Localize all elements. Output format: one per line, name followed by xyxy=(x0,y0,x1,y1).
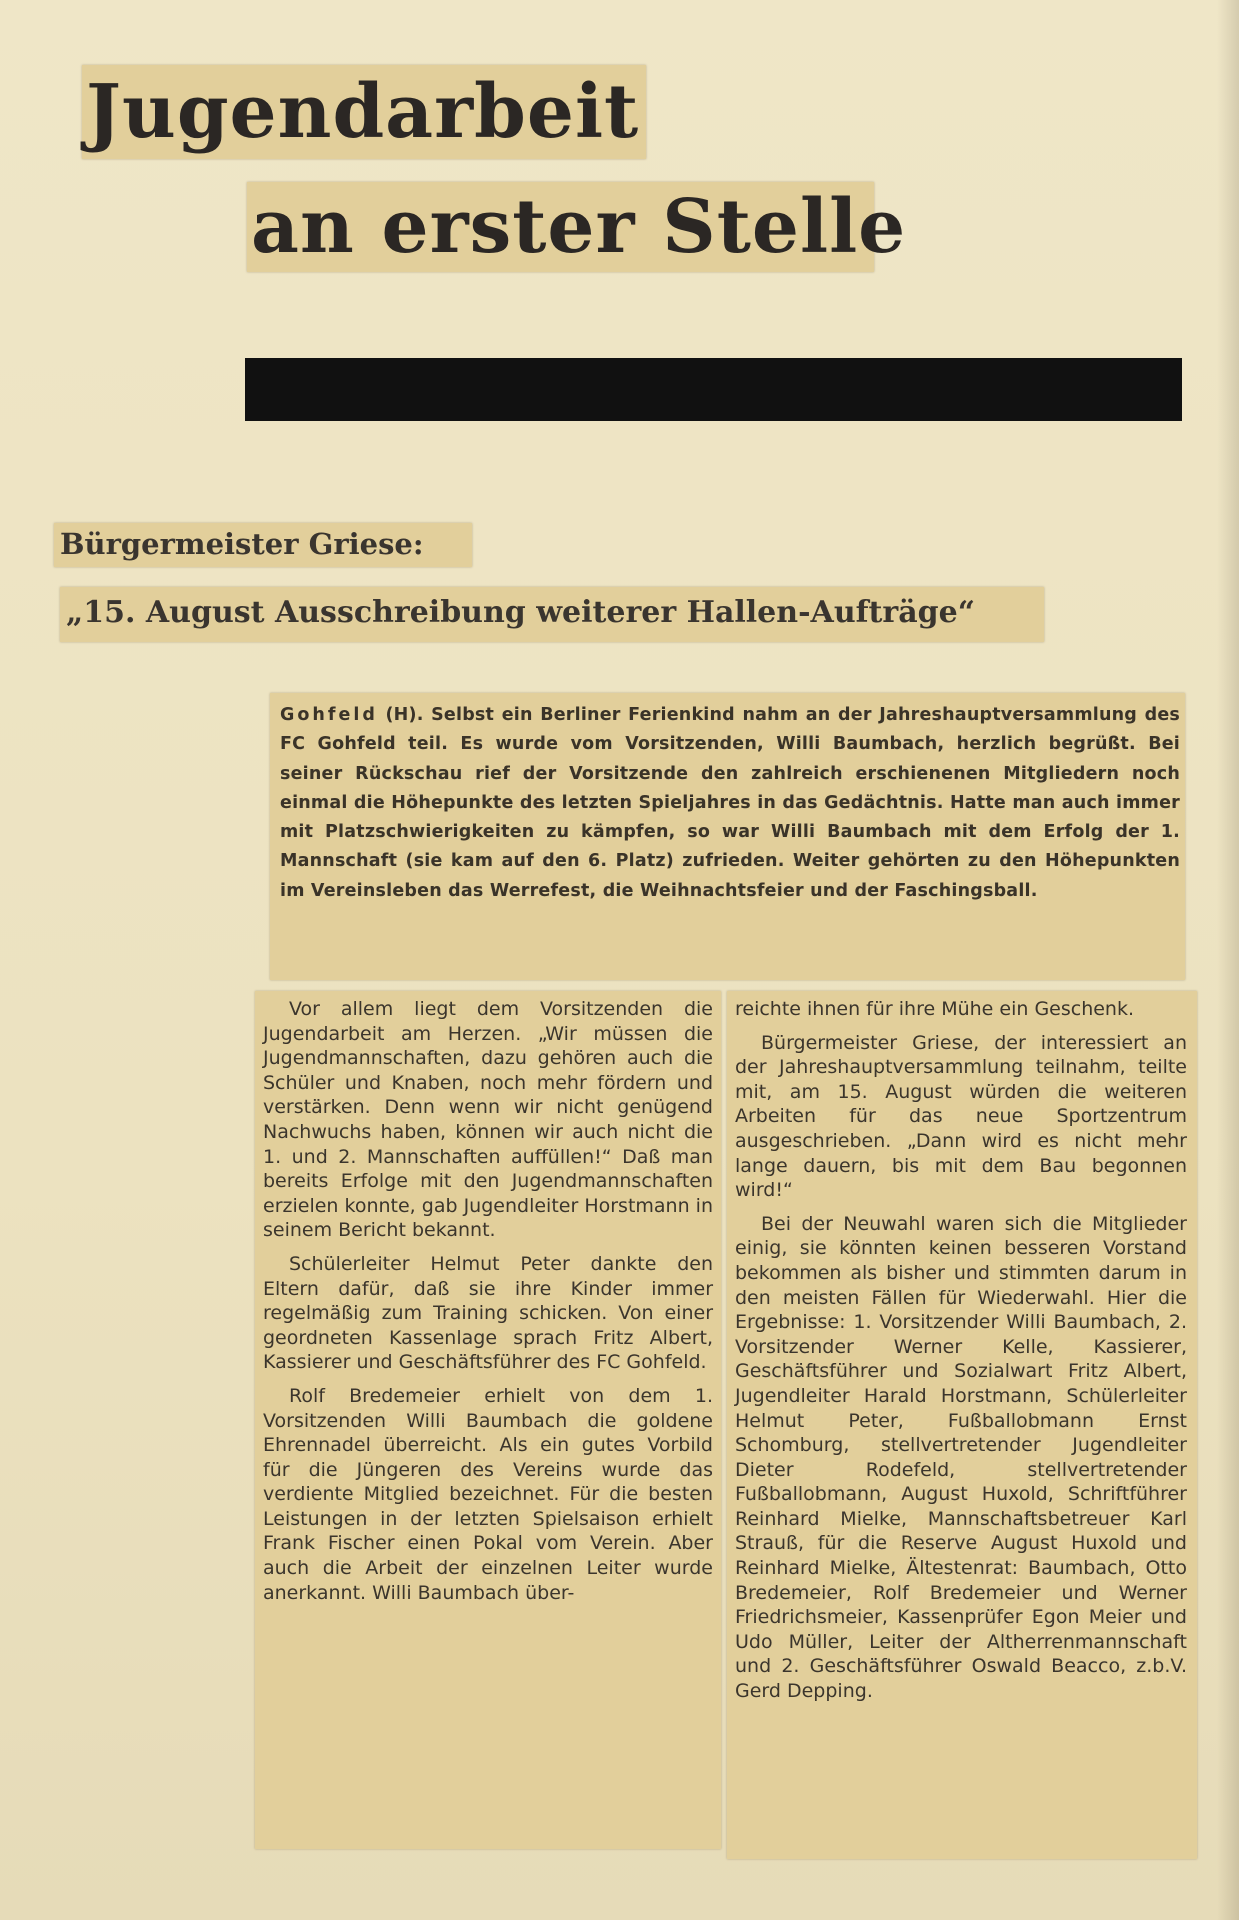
dateline-place: Gohfeld xyxy=(280,705,378,725)
right-column xyxy=(735,997,1187,1704)
left-paragraph-1: Vor allem liegt dem Vorsitzenden die Jugendarbeit am Herzen. „Wir müssen die Jugendmannschaften, dazu gehören auch die Schüler und Knaben, noch mehr fördern und verstärken. Denn wenn wir nicht genügend Nachwuchs haben, können wir auch nicht die 1. und 2. Mannschaften auffüllen!“ Daß man bereits Erfolge mit den Jugendmannschaften erzielen konnte, gab Jugendleiter Horstmann in seinem Bericht bekannt. xyxy=(263,998,713,1242)
right-paragraph-2: Bürgermeister Griese, der interessiert an der Jahreshauptversammlung teilnahm, teilte mit, am 15. August würden die weiteren Arbeiten für das neue Sportzentrum ausgeschrieben. „Dann wird es nicht mehr lange dauern, bis mit dem Bau begonnen wird!“ xyxy=(735,1031,1187,1202)
lead-text: (H). Selbst ein Berliner Ferienkind nahm an der Jahreshauptversammlung des FC Gohfeld teil. Es wurde vom Vorsitzenden, Willi Baumbach, herzlich begrüßt. Bei seiner Rückschau rief der Vorsitzende den zahlreich erschienenen Mitgliedern noch einmal die Höhepunkte des letzten Spieljahres in das Gedächtnis. Hatte man auch immer mit Platzschwierigkeiten zu kämpfen, so war Willi Baumbach mit dem Erfolg der 1. Mannschaft (sie kam auf den 6. Platz) zufrieden. Weiter gehörten zu den Höhepunkten im Vereinsleben das Werrefest, die Weihnachtsfeier und der Faschingsball. xyxy=(280,705,1181,901)
redaction-bar xyxy=(245,358,1182,421)
right-paragraph-3: Bei der Neuwahl waren sich die Mitglieder einig, sie könnten keinen besseren Vorstand bekommen als bisher und stimmten darum in den meisten Fällen für Wiederwahl. Hier die Ergebnisse: 1. Vorsitzender Willi Baumbach, 2. Vorsitzender Werner Kelle, Kassierer, Geschäftsführer und Sozialwart Fritz Albert, Jugendleiter Harald Horstmann, Schülerleiter Helmut Peter, Fußballobmann Ernst Schomburg, stellvertretender Jugendleiter Dieter Rodefeld, stellvertretender Fußballobmann, August Huxold, Schriftführer Reinhard Mielke, Mannschaftsbetreuer Karl Strauß, für die Reserve August Huxold und Reinhard Mielke, Ältestenrat: Baumbach, Otto Bredemeier, Rolf Bredemeier und Werner Friedrichsmeier, Kassenprüfer Egon Meier und Udo Müller, Leiter der Altherrenmannschaft und 2. Geschäftsführer Oswald Beacco, z.b.V. Gerd Depping. xyxy=(735,1212,1187,1703)
lead-paragraph xyxy=(280,701,1180,906)
page-edge-shadow xyxy=(1217,0,1239,1920)
headline-line-1: Jugendarbeit xyxy=(86,69,640,155)
left-column-clipping xyxy=(255,991,721,1849)
subheadline-clipping-1 xyxy=(54,523,472,567)
headline-line-2: an erster Stelle xyxy=(251,184,907,270)
right-paragraph-1: reichte ihnen für ihre Mühe ein Geschenk. xyxy=(735,998,1135,1020)
subheadline-clipping-2 xyxy=(60,587,1044,642)
left-paragraph-3: Rolf Bredemeier erhielt von dem 1. Vorsitzenden Willi Baumbach die goldene Ehrennadel überreicht. Als ein gutes Vorbild für die Jüngeren des Vereins wurde das verdiente Mitglied bezeichnet. Für die besten Leistungen in der letzten Spielsaison erhielt Frank Fischer einen Pokal vom Verein. Aber auch die Arbeit der einzelnen Leiter wurde anerkannt. Willi Baumbach über- xyxy=(263,1384,713,1604)
subheadline-line-1: Bürgermeister Griese: xyxy=(60,527,424,561)
left-paragraph-2: Schülerleiter Helmut Peter dankte den Eltern dafür, daß sie ihre Kinder immer regelmäßig zum Training schicken. Von einer geordneten Kassenlage sprach Fritz Albert, Kassierer und Geschäftsführer des FC Gohfeld. xyxy=(263,1252,713,1374)
left-column xyxy=(263,997,713,1605)
subheadline-line-2: „15. August Ausschreibung weiterer Hallen-Aufträge“ xyxy=(66,595,975,630)
right-column-clipping xyxy=(727,991,1197,1859)
headline-clipping-1 xyxy=(82,65,646,159)
lead-paragraph-clipping xyxy=(270,693,1185,980)
headline-clipping-2 xyxy=(247,182,907,272)
